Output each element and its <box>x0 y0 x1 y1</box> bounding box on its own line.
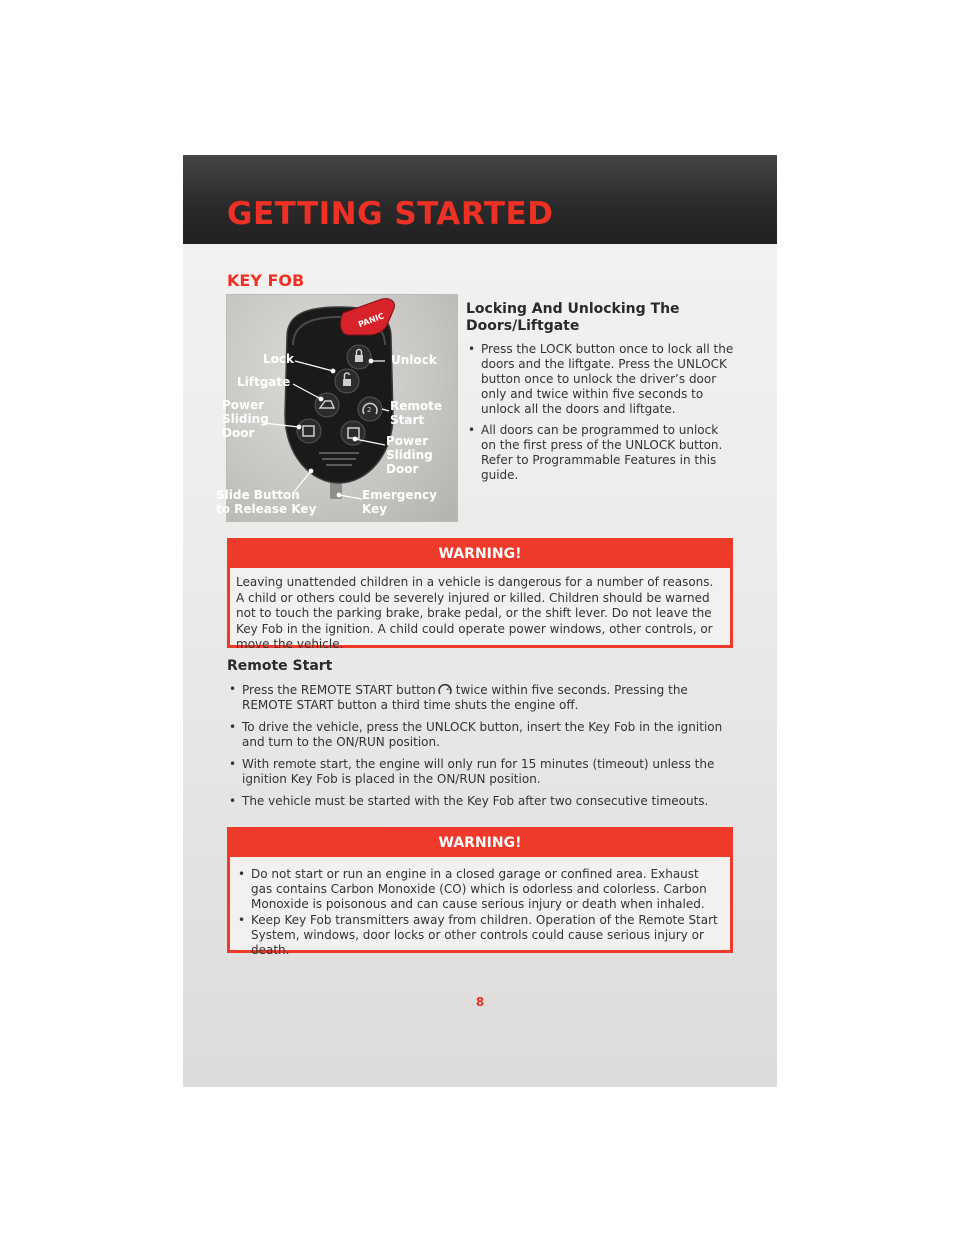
warning-box <box>227 827 733 957</box>
emergency-key-callout: Emergency Key <box>362 488 437 516</box>
manual-page <box>183 155 777 1087</box>
right-sliding-door-button <box>341 421 365 445</box>
power-sliding-door-left-callout: Power Sliding Door <box>222 398 269 440</box>
list-item: • Press the LOCK button once to lock all the doors and the liftgate. Press the UNLOCK button once to unlock the driver’s door only and twice within five seconds to unlock all the doors and liftgate. <box>466 342 734 417</box>
warning-body <box>230 857 730 957</box>
list-item: • To drive the vehicle, press the UNLOCK button, insert the Key Fob in the ignition and turn to the ON/RUN position. <box>227 720 737 750</box>
lock-callout: Lock <box>263 352 294 366</box>
list-item: • All doors can be programmed to unlock on the first press of the UNLOCK button. Refer to Programmable Features in this guide. <box>466 423 734 483</box>
svg-text:2: 2 <box>367 406 372 414</box>
list-item: • Press the REMOTE START button 2 twice within five seconds. Pressing the REMOTE START button a third time shuts the engine off. <box>227 682 737 713</box>
warning-title: WARNING! <box>438 835 522 851</box>
unlock-callout: Unlock <box>391 353 437 367</box>
warning-body <box>230 568 730 651</box>
list-item: • Do not start or run an engine in a closed garage or confined area. Exhaust gas contains Carbon Monoxide (CO) which is odorless and colorless. Carbon Monoxide is poisonous and can cause serious injury or death when inhaled. <box>236 867 722 912</box>
remote-start-callout: Remote Start <box>390 399 443 427</box>
left-sliding-door-button <box>297 419 321 443</box>
list-item: • Keep Key Fob transmitters away from children. Operation of the Remote Start System, windows, door locks or other controls could cause serious injury or death. <box>236 913 722 958</box>
list-item: • With remote start, the engine will only run for 15 minutes (timeout) unless the ignition Key Fob is placed in the ON/RUN position. <box>227 757 737 787</box>
section-title: KEY FOB <box>227 271 305 290</box>
page-number: 8 <box>475 995 485 1009</box>
remote-start-list <box>227 682 737 816</box>
locking-list <box>466 342 734 489</box>
remote-start-icon <box>438 682 454 696</box>
list-item: • The vehicle must be started with the Key Fob after two consecutive timeouts. <box>227 794 737 809</box>
warning-text: Leaving unattended children in a vehicle is dangerous for a number of reasons. A child or others could be severely injured or killed. Children should be warned not to touch the parking brake, brake pedal, or the shift lever. Do not leave the Key Fob in the ignition. A child could operate power windows, other controls, or move the vehicle. <box>236 575 714 651</box>
panic-label: PANIC <box>357 311 386 330</box>
warning-box <box>227 538 733 651</box>
svg-text:2: 2 <box>445 684 451 692</box>
locking-subtitle: Locking And Unlocking The Doors/Liftgate <box>466 301 680 334</box>
key-fob-figure <box>216 295 457 521</box>
liftgate-button <box>315 393 339 417</box>
page-title: GETTING STARTED <box>227 196 554 232</box>
page-header <box>183 155 777 244</box>
slide-button-callout: Slide Button to Release Key <box>216 488 317 516</box>
liftgate-callout: Liftgate <box>237 375 291 389</box>
warning-title: WARNING! <box>438 546 522 562</box>
warning-list <box>236 867 722 959</box>
power-sliding-door-right-callout: Power Sliding Door <box>386 434 433 476</box>
remote-start-subtitle: Remote Start <box>227 658 333 674</box>
